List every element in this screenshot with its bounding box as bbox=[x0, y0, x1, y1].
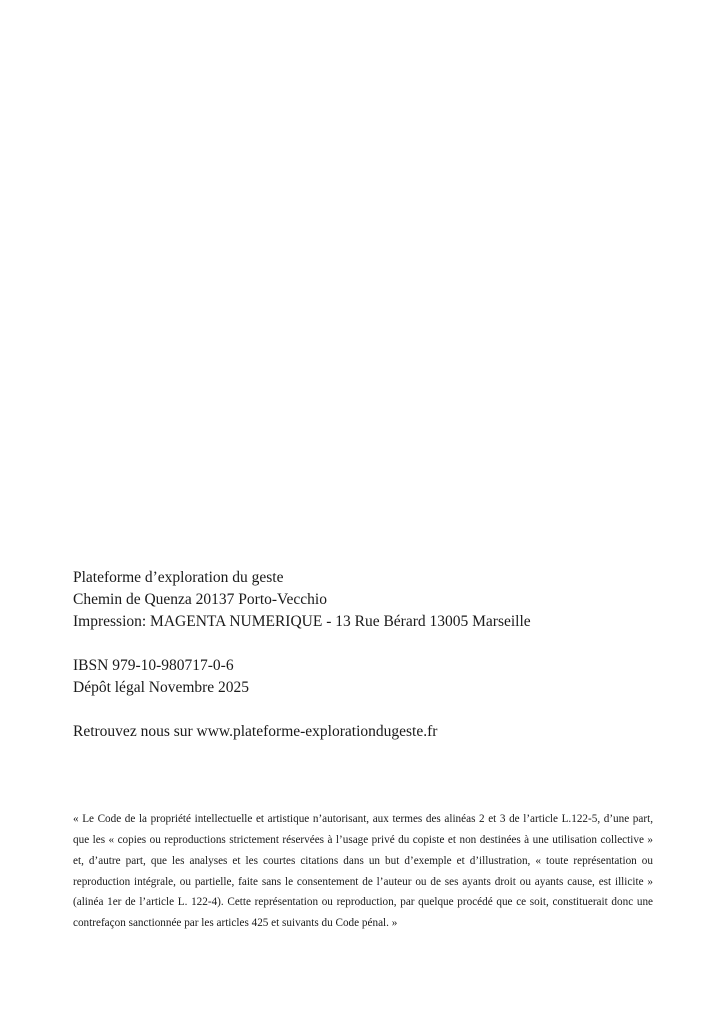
isbn: IBSN 979-10-980717-0-6 bbox=[73, 657, 234, 674]
spacer bbox=[73, 633, 673, 655]
copyright-notice: « Le Code de la propriété intellectuelle et artistique n’autorisant, aux termes des alinéas 2 et 3 de l’article L.122-5, d’une part, que les « copies ou reproductions strictement réservées à l’usage privé du copiste et non destinées à une utilisation collective » et, d’autre part, que les analyses et les courtes citations dans un but d’exemple et d’illustration, « toute représentation ou reproduction intégrale, ou partielle, faite sans le consentement de l’auteur ou de ses ayants droit ou ayants cause, est illicite » (alinéa 1er de l’article L. 122-4). Cette représentation ou reproduction, par quelque procédé que ce soit, constituerait donc une contrefaçon sanctionnée par les articles 425 et suivants du Code pénal. » bbox=[73, 813, 653, 930]
publisher-address: Chemin de Quenza 20137 Porto-Vecchio bbox=[73, 591, 327, 608]
printing-info: Impression: MAGENTA NUMERIQUE - 13 Rue Bérard 13005 Marseille bbox=[73, 613, 531, 630]
legal-deposit: Dépôt légal Novembre 2025 bbox=[73, 679, 250, 696]
colophon bbox=[73, 567, 673, 743]
website-line: Retrouvez nous sur www.plateforme-explorationdugeste.fr bbox=[73, 723, 438, 740]
spacer bbox=[73, 699, 673, 721]
publisher-name: Plateforme d’exploration du geste bbox=[73, 569, 284, 586]
